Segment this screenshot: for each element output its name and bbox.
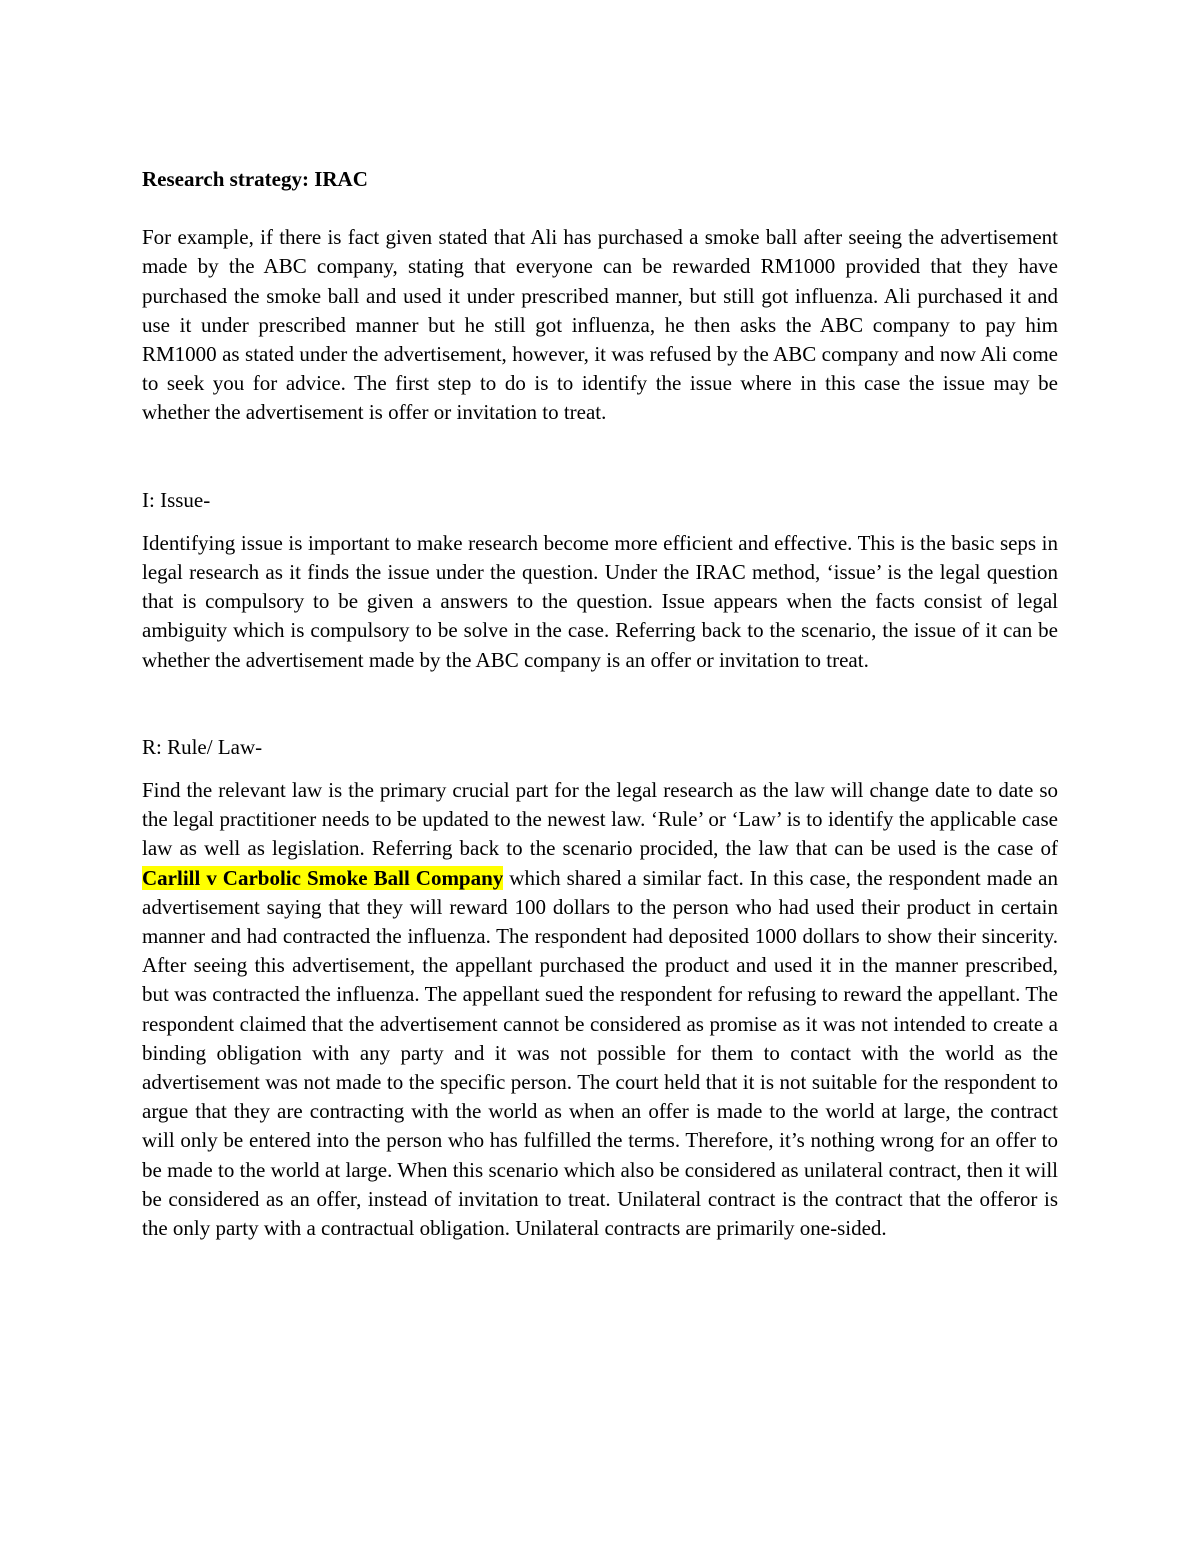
document-title: Research strategy: IRAC <box>142 167 368 191</box>
issue-heading: I: Issue- <box>142 487 211 512</box>
case-name-highlight: Carlill v Carbolic Smoke Ball Company <box>142 865 504 890</box>
intro-paragraph: For example, if there is fact given stated that Ali has purchased a smoke ball after seeing the advertisement made by the ABC company, stating that everyone can be rewarded RM1000 provided that they have purchased the smoke ball and used it under prescribed manner, but still got influenza. Ali purchased it and use it under prescribed manner but he still got influenza, he then asks the ABC company to pay him RM1000 as stated under the advertisement, however, it was refused by the ABC company and now Ali come to seek you for advice. The first step to do is to identify the issue where in this case the issue may be whether the advertisement is offer or invitation to treat. <box>142 225 1058 425</box>
rule-text-after: which shared a similar fact. In this case, the respondent made an advertisement saying that they will reward 100 dollars to the person who had used their product in certain manner and had contracted the influenza. The respondent had deposited 1000 dollars to show their sincerity. After seeing this advertisement, the appellant purchased the product and used it in the manner prescribed, but was contracted the influenza. The appellant sued the respondent for refusing to reward the appellant. The respondent claimed that the advertisement cannot be considered as promise as it was not intended to create a binding obligation with any party and it was not possible for them to contact with the world as the advertisement was not made to the specific person. The court held that it is not suitable for the respondent to argue that they are contracting with the world as when an offer is made to the world at large, the contract will only be entered into the person who has fulfilled the terms. Therefore, it’s nothing wrong for an offer to be made to the world at large. When this scenario which also be considered as unilateral contract, then it will be considered as an offer, instead of invitation to treat. Unilateral contract is the contract that the offeror is the only party with a contractual obligation. Unilateral contracts are primarily one-sided. <box>142 865 1058 1241</box>
rule-paragraph <box>142 776 1058 1243</box>
document-body <box>142 165 1058 1243</box>
rule-text-before: Find the relevant law is the primary crucial part for the legal research as the law will change date to date so the legal practitioner needs to be updated to the newest law. ‘Rule’ or ‘Law’ is to identify the applicable case law as well as legislation. Referring back to the scenario procided, the law that can be used is the case of <box>142 778 1058 861</box>
rule-heading: R: Rule/ Law- <box>142 734 263 759</box>
issue-paragraph: Identifying issue is important to make research become more efficient and effective. This is the basic seps in legal research as it finds the issue under the question. Under the IRAC method, ‘issue’ is the legal question that is compulsory to be given a answers to the question. Issue appears when the facts consist of legal ambiguity which is compulsory to be solve in the case. Referring back to the scenario, the issue of it can be whether the advertisement made by the ABC company is an offer or invitation to treat. <box>142 530 1058 672</box>
